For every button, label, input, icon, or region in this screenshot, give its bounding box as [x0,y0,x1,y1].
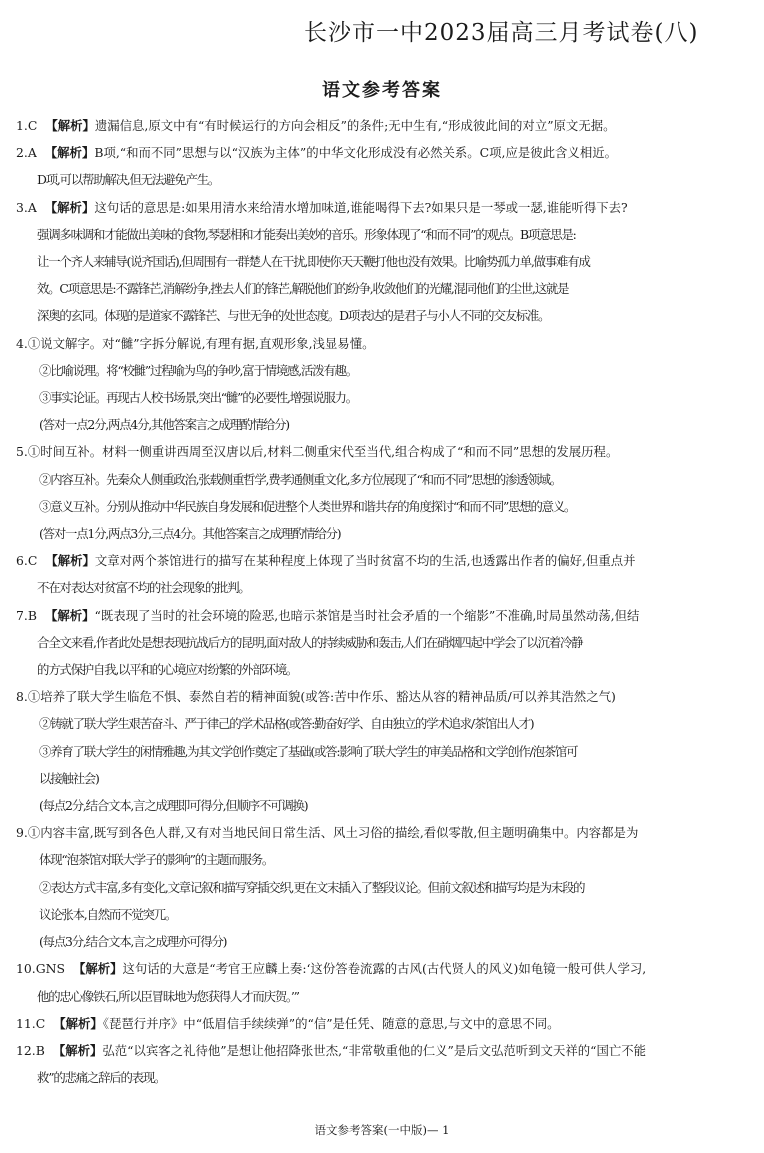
answer-first-line [16,683,752,710]
answer-choice: A [27,145,37,161]
analysis-tag: 【解析】 [52,1042,103,1058]
question-number: 6. [16,553,28,569]
answer-continuation-line: 不在对表达对贫富不均的社会现象的批判。 [37,580,250,596]
answer-item [16,602,752,684]
analysis-tag: 【解析】 [53,1015,103,1031]
answer-first-line [16,194,752,221]
answer-text: ①时间互补。材料一侧重讲西周至汉唐以后,材料二侧重宋代至当代,组合构成了“和而不同”思想的发展历程。 [27,444,619,460]
answer-sub-point: (答对一点2分,两点4分,其他答案言之成理酌情给分) [39,417,289,433]
answer-continuation-line: 强调多味调和才能做出美味的食物,琴瑟相和才能奏出美妙的音乐。形象体现了“和而不同”的观点。B项意思是: [37,226,576,242]
answer-choice: C [27,118,38,133]
answer-continuation-line: 救”的悲痛之辞后的表现。 [37,1070,166,1086]
answer-sub-point: 体现“泡茶馆对联大学子的影响”的主题而服务。 [39,852,274,868]
answer-text: ①培养了联大学生临危不惧、泰然自若的精神面貌(或答:苦中作乐、豁达从容的精神品质/可以养其浩然之气) [27,689,616,705]
analysis-tag: 【解析】 [44,199,95,215]
document-subtitle: 语文参考答案 [322,80,442,101]
analysis-tag: 【解析】 [44,145,95,161]
answer-first-line [16,819,752,846]
answer-choice: A [27,199,37,215]
answer-list [16,112,752,1091]
question-number: 9. [16,825,28,841]
answer-item [16,1010,752,1037]
answer-first-line [16,1010,752,1037]
answer-choice: C [35,1015,46,1031]
answer-choice: B [27,607,37,623]
answer-item [16,1037,752,1091]
answer-first-line [16,112,752,139]
answer-continuation-line: 的方式保护自我,以平和的心境应对纷繁的外部环境。 [37,662,298,678]
answer-text: 《琵琶行并序》中“低眉信手续续弹”的“信”是任凭、随意的意思,与文中的意思不同。 [102,1015,560,1031]
answer-continuation-line: 合全文来看,作者此处是想表现抗战后方的昆明,面对敌人的持续威胁和轰击,人们在硝烟四起中学会了以沉着冷静 [37,634,583,650]
answer-sub-point: ②内容互补。先秦众人侧重政治,张载侧重哲学,费孝通侧重文化,多方位展现了“和而不同”思想的渗透领域。 [39,471,562,487]
page-footer: 语文参考答案(一中版)— 1 [314,1123,450,1137]
answer-sub-point: ③养育了联大学生的闲情雅趣,为其文学创作奠定了基础(或答:影响了联大学生的审美品格和文学创作/泡茶馆可 [39,743,578,759]
answer-sub-point: ③事实论证。再现古人校书场景,突出“雠”的必要性,增强说服力。 [39,390,357,406]
answer-continuation-line: 他的忠心像铁石,所以臣冒昧地为您获得人才而庆贺。’” [37,988,299,1004]
answer-sub-point: ③意义互补。分别从推动中华民族自身发展和促进整个人类世界和谐共存的角度探讨“和而不同”思想的意义。 [39,498,576,514]
analysis-tag: 【解析】 [44,607,95,623]
answer-item [16,139,752,193]
answer-item [16,955,752,1009]
answer-item [16,819,752,955]
analysis-tag: 【解析】 [45,118,95,133]
answer-sub-point: ②比喻说理。将“校雠”过程喻为鸟的争吵,富于情境感,活泼有趣。 [39,362,357,378]
answer-text: 这句话的大意是“考官王应麟上奏:‘这份答卷流露的古风(古代贤人的风义)如龟镜一般可供人学习, [122,961,647,977]
answer-continuation-line: 深奥的玄同。体现的是道家不露锋芒、与世无争的处世态度。D项表达的是君子与小人不同的交友标准。 [37,308,550,324]
answer-continuation-line: 让一个齐人来辅导(说齐国话),但周围有一群楚人在干扰,即使你天天鞭打他也没有效果。比喻势孤力单,做事难有成 [37,254,590,270]
answer-continuation-line: 效。C项意思是:不露锋芒,消解纷争,挫去人们的锋芒,解脱他们的纷争,收敛他们的光耀,混同他们的尘世,这就是 [37,281,569,297]
answer-first-line [16,955,752,982]
question-number: 1. [16,118,28,133]
answer-first-line [16,139,752,166]
question-number: 5. [16,444,28,460]
answer-item [16,547,752,601]
question-number: 7. [16,607,28,623]
answer-sub-point: 以接触社会) [39,770,99,786]
answer-text: B项,“和而不同”思想与以“汉族为主体”的中华文化形成没有必然关系。C项,应是彼此含义相近。 [94,145,617,161]
answer-item [16,194,752,330]
question-number: 4. [16,335,28,351]
answer-sub-point: (每点3分,结合文本,言之成理亦可得分) [39,934,227,950]
answer-text: 弘范“以宾客之礼待他”是想让他招降张世杰,“非常敬重他的仁义”是后文弘范听到文天祥的“国亡不能 [102,1042,647,1058]
answer-choice: C [27,553,38,569]
analysis-tag: 【解析】 [72,961,123,977]
analysis-tag: 【解析】 [45,553,95,569]
answer-sub-point: (答对一点1分,两点3分,三点4分。其他答案言之成理酌情给分) [39,526,341,542]
page-title: 长沙市一中2023届高三月考试卷(八) [304,20,699,46]
question-number: 12. [16,1042,36,1058]
answer-choice: GNS [35,961,65,977]
answer-first-line [16,602,752,629]
answer-first-line [16,438,752,465]
answer-item [16,683,752,819]
question-number: 2. [16,145,28,161]
answer-text: 文章对两个茶馆进行的描写在某种程度上体现了当时贫富不均的生活,也透露出作者的偏好,但重点并 [94,553,636,569]
answer-text: ①内容丰富,既写到各色人群,又有对当地民间日常生活、风土习俗的描绘,看似零散,但主题明确集中。内容都是为 [27,825,639,841]
answer-sub-point: ②表达方式丰富,多有变化,文章记叙和描写穿插交织,更在文末插入了整段议论。但前文叙述和描写均是为末段的 [39,879,585,895]
answer-sub-point: (每点2分,结合文本,言之成理即可得分,但顺序不可调换) [39,798,308,814]
answer-item [16,438,752,547]
answer-choice: B [35,1042,45,1058]
answer-first-line [16,330,752,357]
answer-text: 遗漏信息,原文中有“有时候运行的方向会相反”的条件;无中生有,“形成彼此间的对立”原文无据。 [94,118,616,133]
question-number: 8. [16,689,28,705]
answer-first-line [16,1037,752,1064]
answer-first-line [16,547,752,574]
answer-sub-point: 议论张本,自然而不觉突兀。 [39,906,177,922]
answer-item [16,330,752,439]
answer-text: ①说文解字。对“雠”字拆分解说,有理有据,直观形象,浅显易懂。 [27,335,375,351]
question-number: 10. [16,961,36,977]
question-number: 11. [16,1015,36,1031]
answer-item [16,112,752,139]
question-number: 3. [16,199,28,215]
answer-sub-point: ②铸就了联大学生艰苦奋斗、严于律己的学术品格(或答:勤奋好学、自由独立的学术追求/茶馆出人才) [39,716,534,732]
answer-continuation-line: D项,可以帮助解决,但无法避免产生。 [37,172,220,188]
answer-text: “既表现了当时的社会环境的险恶,也暗示茶馆是当时社会矛盾的一个缩影”不准确,时局虽然动荡,但结 [94,607,640,623]
answer-text: 这句话的意思是:如果用清水来给清水增加味道,谁能喝得下去?如果只是一琴或一瑟,谁能听得下去? [94,199,628,215]
